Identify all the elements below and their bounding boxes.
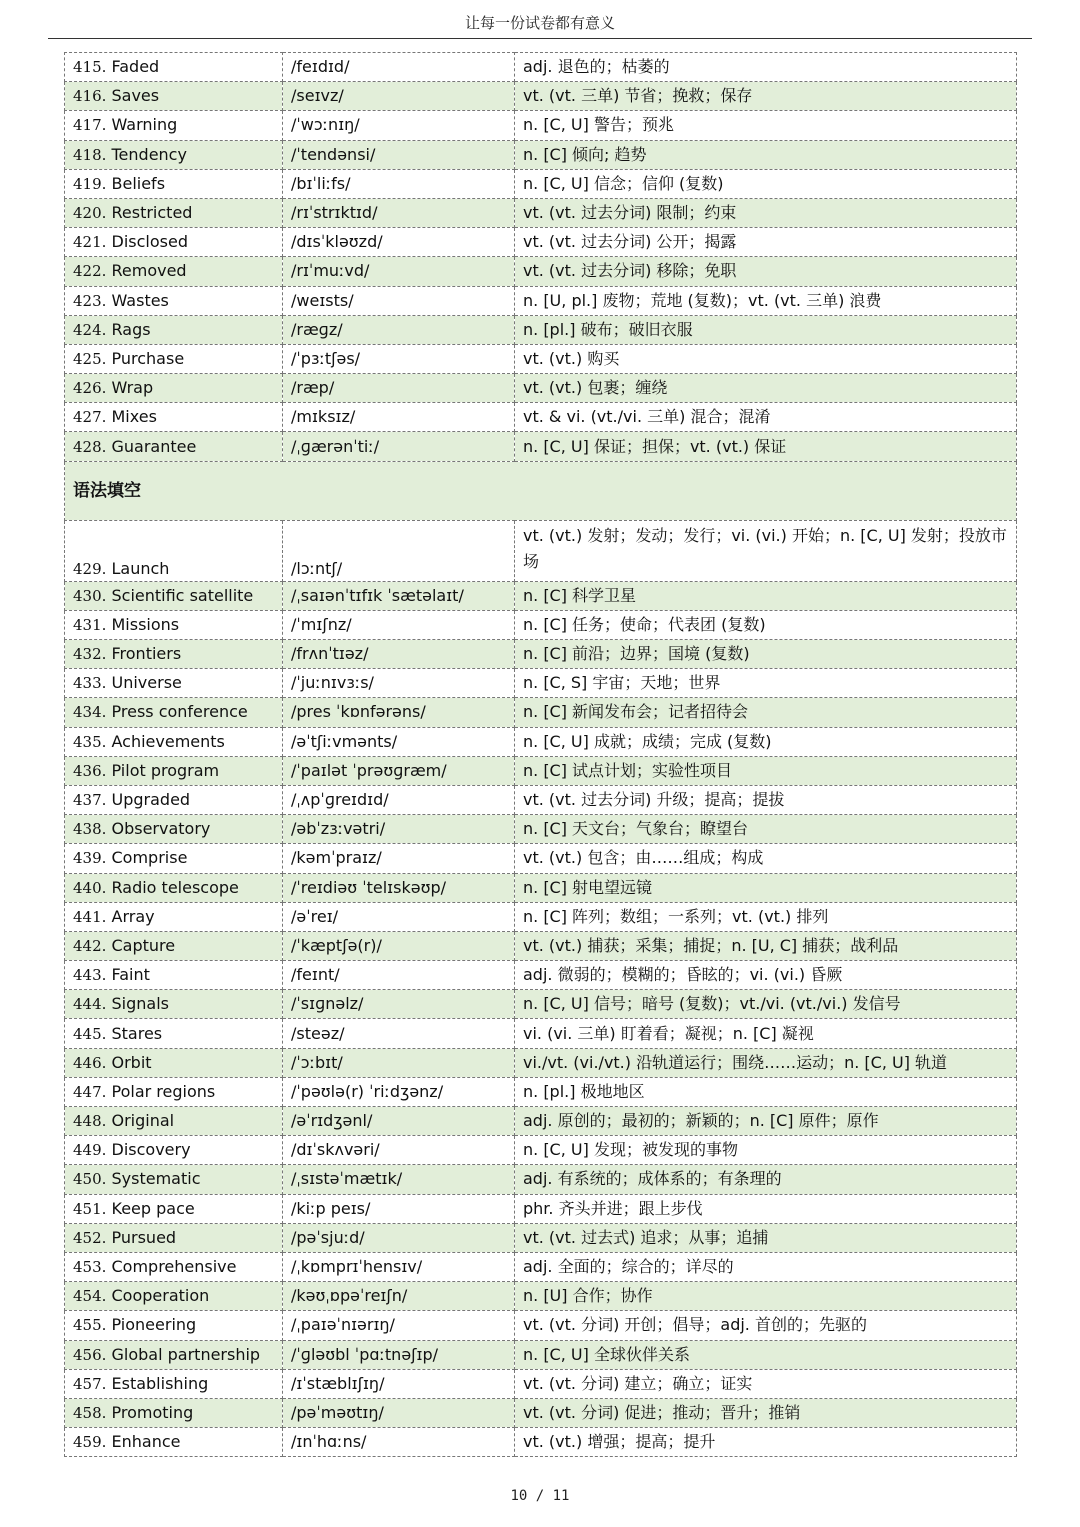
vocab-table: [64, 52, 1017, 1457]
entry-number: 426.: [73, 379, 107, 398]
entry-number: 432.: [73, 645, 107, 664]
entry-number: 457.: [73, 1374, 107, 1393]
word-cell: [65, 1282, 283, 1311]
word-cell: [65, 169, 283, 198]
ipa-cell: /əˈreɪ/: [283, 902, 515, 931]
entry-word: Launch: [111, 558, 170, 578]
ipa-cell: /ɪˈstæblɪʃɪŋ/: [283, 1369, 515, 1398]
word-cell: [65, 756, 283, 785]
definition-cell: n. [C, S] 宇宙；天地；世界: [515, 669, 1017, 698]
vocab-group-b: [65, 581, 1017, 1457]
definition-cell: vi./vt. (vi./vt.) 沿轨道运行；围绕……运动；n. [C, U] 轨道: [515, 1048, 1017, 1077]
ipa-cell: /ˌkɒmprɪˈhensɪv/: [283, 1252, 515, 1281]
word-cell: [65, 315, 283, 344]
entry-number: 442.: [73, 936, 107, 955]
ipa-cell: /ˈɡləʊbl ˈpɑːtnəʃɪp/: [283, 1340, 515, 1369]
table-row: [65, 344, 1017, 373]
word-cell: [65, 961, 283, 990]
definition-cell: n. [C] 阵列；数组；一系列；vt. (vt.) 排列: [515, 902, 1017, 931]
entry-word: Wastes: [111, 290, 169, 310]
definition-cell: n. [C, U] 警告；预兆: [515, 111, 1017, 140]
table-row: [65, 1048, 1017, 1077]
entry-word: Pilot program: [111, 760, 220, 780]
table-row: [65, 990, 1017, 1019]
entry-word: Missions: [111, 614, 180, 634]
entry-word: Global partnership: [111, 1344, 261, 1364]
entry-word: Faded: [111, 57, 160, 77]
table-row: [65, 1369, 1017, 1398]
entry-word: Faint: [111, 965, 150, 985]
entry-number: 455.: [73, 1316, 107, 1335]
word-cell: [65, 1136, 283, 1165]
section-group: [65, 461, 1017, 581]
entry-word: Restricted: [111, 203, 193, 223]
entry-number: 443.: [73, 966, 107, 985]
word-cell: [65, 931, 283, 960]
definition-cell: vt. (vt. 分词) 促进；推动；晋升；推销: [515, 1398, 1017, 1427]
entry-word: Discovery: [111, 1140, 191, 1160]
entry-word: Systematic: [111, 1169, 201, 1189]
ipa-cell: /weɪsts/: [283, 286, 515, 315]
entry-number: 436.: [73, 761, 107, 780]
word-cell: [65, 1311, 283, 1340]
entry-number: 449.: [73, 1141, 107, 1160]
ipa-cell: /ˈmɪʃnz/: [283, 610, 515, 639]
definition-cell: vt. (vt. 分词) 建立；确立；证实: [515, 1369, 1017, 1398]
entry-word: Wrap: [111, 378, 154, 398]
entry-number: 427.: [73, 408, 107, 427]
entry-word: Beliefs: [111, 173, 166, 193]
table-row: [65, 610, 1017, 639]
table-row: [65, 844, 1017, 873]
ipa-cell: /ɪnˈhɑːns/: [283, 1428, 515, 1457]
entry-number: 451.: [73, 1199, 107, 1218]
entry-number: 417.: [73, 116, 107, 135]
ipa-cell: /feɪdɪd/: [283, 53, 515, 82]
section-header-row: [65, 461, 1017, 520]
definition-cell: n. [C] 试点计划；实验性项目: [515, 756, 1017, 785]
table-row: [65, 286, 1017, 315]
definition-cell: vt. (vt.) 发射；发动；发行；vi. (vi.) 开始；n. [C, U] 发射；投放市场: [515, 520, 1017, 581]
word-cell: [65, 344, 283, 373]
definition-cell: n. [C, U] 全球伙伴关系: [515, 1340, 1017, 1369]
entry-word: Observatory: [111, 819, 211, 839]
entry-number: 423.: [73, 291, 107, 310]
table-row: [65, 902, 1017, 931]
table-row: [65, 756, 1017, 785]
word-cell: [65, 1048, 283, 1077]
definition-cell: n. [pl.] 极地地区: [515, 1077, 1017, 1106]
ipa-cell: /ˈwɔːnɪŋ/: [283, 111, 515, 140]
table-row: [65, 1107, 1017, 1136]
word-cell: [65, 1369, 283, 1398]
entry-word: Array: [111, 906, 155, 926]
entry-number: 437.: [73, 791, 107, 810]
entry-word: Pursued: [111, 1227, 177, 1247]
entry-word: Tendency: [111, 144, 187, 164]
ipa-cell: /kəʊˌɒpəˈreɪʃn/: [283, 1282, 515, 1311]
ipa-cell: /ˈkæptʃə(r)/: [283, 931, 515, 960]
definition-cell: adj. 微弱的；模糊的；昏眩的；vi. (vi.) 昏厥: [515, 961, 1017, 990]
entry-number: 429.: [73, 559, 107, 578]
definition-cell: n. [C, U] 保证；担保；vt. (vt.) 保证: [515, 432, 1017, 461]
ipa-cell: /ræɡz/: [283, 315, 515, 344]
table-row: [65, 698, 1017, 727]
word-cell: [65, 727, 283, 756]
table-row: [65, 785, 1017, 814]
ipa-cell: /rɪˈstrɪktɪd/: [283, 198, 515, 227]
ipa-cell: /ˈtendənsi/: [283, 140, 515, 169]
entry-number: 415.: [73, 58, 107, 77]
ipa-cell: /əˈtʃiːvmənts/: [283, 727, 515, 756]
word-cell: [65, 53, 283, 82]
ipa-cell: /ˈsɪɡnəlz/: [283, 990, 515, 1019]
entry-number: 450.: [73, 1170, 107, 1189]
ipa-cell: /pəˈməʊtɪŋ/: [283, 1398, 515, 1427]
table-row: [65, 1223, 1017, 1252]
entry-word: Signals: [111, 994, 169, 1014]
word-cell: [65, 286, 283, 315]
definition-cell: n. [C] 前沿；边界；国境 (复数): [515, 640, 1017, 669]
table-row: [65, 315, 1017, 344]
word-cell: [65, 1252, 283, 1281]
ipa-cell: /ˈpɜːtʃəs/: [283, 344, 515, 373]
entry-number: 421.: [73, 233, 107, 252]
definition-cell: vt. (vt.) 购买: [515, 344, 1017, 373]
entry-number: 418.: [73, 145, 107, 164]
definition-cell: n. [C, U] 信念；信仰 (复数): [515, 169, 1017, 198]
ipa-cell: /kiːp peɪs/: [283, 1194, 515, 1223]
word-cell: [65, 403, 283, 432]
entry-word: Guarantee: [111, 436, 197, 456]
ipa-cell: /kəmˈpraɪz/: [283, 844, 515, 873]
word-cell: [65, 610, 283, 639]
definition-cell: adj. 有系统的；成体系的；有条理的: [515, 1165, 1017, 1194]
table-row: [65, 581, 1017, 610]
word-cell: [65, 698, 283, 727]
entry-number: 441.: [73, 907, 107, 926]
definition-cell: n. [pl.] 破布；破旧衣服: [515, 315, 1017, 344]
word-cell: [65, 82, 283, 111]
entry-word: Warning: [111, 115, 178, 135]
definition-cell: n. [C] 新闻发布会；记者招待会: [515, 698, 1017, 727]
entry-word: Cooperation: [111, 1286, 210, 1306]
section-title: 语法填空: [65, 461, 1017, 520]
word-cell: [65, 815, 283, 844]
table-row: [65, 1165, 1017, 1194]
ipa-cell: /əbˈzɜːvətri/: [283, 815, 515, 844]
entry-word: Polar regions: [111, 1081, 216, 1101]
word-cell: [65, 1398, 283, 1427]
definition-cell: vt. (vt. 三单) 节省；挽救；保存: [515, 82, 1017, 111]
entry-word: Upgraded: [111, 790, 191, 810]
definition-cell: vt. (vt.) 增强；提高；提升: [515, 1428, 1017, 1457]
ipa-cell: /mɪksɪz/: [283, 403, 515, 432]
entry-word: Comprise: [111, 848, 188, 868]
table-row: [65, 1136, 1017, 1165]
ipa-cell: /ˌsaɪənˈtɪfɪk ˈsætəlaɪt/: [283, 581, 515, 610]
entry-number: 425.: [73, 349, 107, 368]
entry-word: Scientific satellite: [111, 585, 254, 605]
entry-number: 452.: [73, 1228, 107, 1247]
word-cell: [65, 1107, 283, 1136]
word-cell: [65, 228, 283, 257]
word-cell: [65, 1077, 283, 1106]
table-row: [65, 169, 1017, 198]
definition-cell: vi. (vi. 三单) 盯着看；凝视；n. [C] 凝视: [515, 1019, 1017, 1048]
ipa-cell: /steəz/: [283, 1019, 515, 1048]
word-cell: [65, 520, 283, 581]
entry-word: Mixes: [111, 407, 157, 427]
definition-cell: n. [C] 科学卫星: [515, 581, 1017, 610]
definition-cell: n. [C, U] 成就；成绩；完成 (复数): [515, 727, 1017, 756]
word-cell: [65, 374, 283, 403]
word-cell: [65, 1019, 283, 1048]
ipa-cell: /ˈjuːnɪvɜːs/: [283, 669, 515, 698]
table-row: [65, 1428, 1017, 1457]
entry-word: Promoting: [111, 1402, 194, 1422]
entry-word: Keep pace: [111, 1198, 195, 1218]
definition-cell: n. [C] 任务；使命；代表团 (复数): [515, 610, 1017, 639]
table-row: [65, 82, 1017, 111]
entry-word: Orbit: [111, 1052, 152, 1072]
entry-number: 416.: [73, 87, 107, 106]
ipa-cell: /ˈpəʊlə(r) ˈriːdʒənz/: [283, 1077, 515, 1106]
table-row: [65, 640, 1017, 669]
table-row: [65, 111, 1017, 140]
entry-word: Stares: [111, 1023, 163, 1043]
ipa-cell: /ˈreɪdiəʊ ˈtelɪskəʊp/: [283, 873, 515, 902]
table-row: [65, 1398, 1017, 1427]
entry-word: Original: [111, 1111, 175, 1131]
definition-cell: vt. (vt. 过去分词) 移除；免职: [515, 257, 1017, 286]
definition-cell: vt. (vt. 分词) 开创；倡导；adj. 首创的；先驱的: [515, 1311, 1017, 1340]
ipa-cell: /feɪnt/: [283, 961, 515, 990]
table-row: [65, 140, 1017, 169]
ipa-cell: /rɪˈmuːvd/: [283, 257, 515, 286]
word-cell: [65, 257, 283, 286]
entry-word: Saves: [111, 86, 160, 106]
entry-word: Removed: [111, 261, 187, 281]
entry-word: Establishing: [111, 1373, 209, 1393]
entry-number: 428.: [73, 437, 107, 456]
table-row: [65, 1194, 1017, 1223]
ipa-cell: /ˌpaɪəˈnɪərɪŋ/: [283, 1311, 515, 1340]
word-cell: [65, 990, 283, 1019]
definition-cell: vt. (vt. 过去分词) 限制；约束: [515, 198, 1017, 227]
definition-cell: vt. (vt.) 捕获；采集；捕捉；n. [U, C] 捕获；战利品: [515, 931, 1017, 960]
table-row: [65, 1311, 1017, 1340]
entry-word: Capture: [111, 935, 176, 955]
table-row: [65, 198, 1017, 227]
ipa-cell: /ˈɔːbɪt/: [283, 1048, 515, 1077]
entry-number: 430.: [73, 586, 107, 605]
word-cell: [65, 1428, 283, 1457]
entry-number: 454.: [73, 1287, 107, 1306]
table-row: [65, 257, 1017, 286]
entry-word: Radio telescope: [111, 877, 239, 897]
entry-number: 456.: [73, 1345, 107, 1364]
table-row: [65, 1340, 1017, 1369]
entry-word: Press conference: [111, 702, 248, 722]
entry-number: 419.: [73, 174, 107, 193]
definition-cell: vt. (vt.) 包含；由……组成；构成: [515, 844, 1017, 873]
word-cell: [65, 902, 283, 931]
definition-cell: vt. & vi. (vt./vi. 三单) 混合；混淆: [515, 403, 1017, 432]
definition-cell: n. [C, U] 发现；被发现的事物: [515, 1136, 1017, 1165]
vocab-group-a: [65, 53, 1017, 462]
entry-number: 434.: [73, 703, 107, 722]
entry-number: 448.: [73, 1112, 107, 1131]
word-cell: [65, 1340, 283, 1369]
entry-number: 440.: [73, 878, 107, 897]
ipa-cell: /əˈrɪdʒənl/: [283, 1107, 515, 1136]
word-cell: [65, 1194, 283, 1223]
table-row: [65, 669, 1017, 698]
ipa-cell: /ˌsɪstəˈmætɪk/: [283, 1165, 515, 1194]
entry-number: 420.: [73, 204, 107, 223]
ipa-cell: /seɪvz/: [283, 82, 515, 111]
entry-number: 438.: [73, 820, 107, 839]
definition-cell: n. [U] 合作；协作: [515, 1282, 1017, 1311]
entry-number: 444.: [73, 995, 107, 1014]
entry-number: 422.: [73, 262, 107, 281]
word-cell: [65, 198, 283, 227]
entry-word: Comprehensive: [111, 1257, 237, 1277]
entry-number: 453.: [73, 1258, 107, 1277]
table-row: [65, 727, 1017, 756]
entry-word: Purchase: [111, 348, 185, 368]
definition-cell: adj. 全面的；综合的；详尽的: [515, 1252, 1017, 1281]
ipa-cell: /ˌʌpˈɡreɪdɪd/: [283, 785, 515, 814]
entry-number: 433.: [73, 674, 107, 693]
definition-cell: n. [C, U] 信号；暗号 (复数)；vt./vi. (vt./vi.) 发信号: [515, 990, 1017, 1019]
definition-cell: vt. (vt. 过去分词) 公开；揭露: [515, 228, 1017, 257]
ipa-cell: /ræp/: [283, 374, 515, 403]
entry-number: 459.: [73, 1433, 107, 1452]
page-header: 让每一份试卷都有意义: [48, 12, 1032, 39]
table-row: [65, 520, 1017, 581]
word-cell: [65, 432, 283, 461]
definition-cell: n. [C] 倾向; 趋势: [515, 140, 1017, 169]
word-cell: [65, 581, 283, 610]
table-row: [65, 1282, 1017, 1311]
table-row: [65, 815, 1017, 844]
word-cell: [65, 785, 283, 814]
table-row: [65, 1019, 1017, 1048]
ipa-cell: /frʌnˈtɪəz/: [283, 640, 515, 669]
ipa-cell: /bɪˈliːfs/: [283, 169, 515, 198]
definition-cell: adj. 原创的；最初的；新颖的；n. [C] 原件；原作: [515, 1107, 1017, 1136]
word-cell: [65, 140, 283, 169]
word-cell: [65, 1165, 283, 1194]
ipa-cell: /ˈpaɪlət ˈprəʊɡræm/: [283, 756, 515, 785]
table-row: [65, 432, 1017, 461]
table-row: [65, 873, 1017, 902]
entry-number: 435.: [73, 732, 107, 751]
entry-number: 447.: [73, 1082, 107, 1101]
definition-cell: n. [U, pl.] 废物；荒地 (复数)；vt. (vt. 三单) 浪费: [515, 286, 1017, 315]
entry-word: Rags: [111, 319, 151, 339]
entry-word: Universe: [111, 673, 182, 693]
ipa-cell: /dɪˈskʌvəri/: [283, 1136, 515, 1165]
ipa-cell: /pres ˈkɒnfərəns/: [283, 698, 515, 727]
entry-word: Enhance: [111, 1432, 181, 1452]
entry-word: Disclosed: [111, 232, 188, 252]
table-row: [65, 1077, 1017, 1106]
entry-number: 446.: [73, 1053, 107, 1072]
entry-number: 439.: [73, 849, 107, 868]
word-cell: [65, 844, 283, 873]
table-row: [65, 931, 1017, 960]
word-cell: [65, 640, 283, 669]
table-row: [65, 228, 1017, 257]
entry-number: 424.: [73, 320, 107, 339]
word-cell: [65, 669, 283, 698]
ipa-cell: /dɪsˈkləʊzd/: [283, 228, 515, 257]
entry-number: 431.: [73, 615, 107, 634]
page-number: 10 / 11: [510, 1488, 570, 1504]
definition-cell: adj. 退色的；枯萎的: [515, 53, 1017, 82]
ipa-cell: /pəˈsjuːd/: [283, 1223, 515, 1252]
definition-cell: vt. (vt.) 包裹；缠绕: [515, 374, 1017, 403]
definition-cell: n. [C] 射电望远镜: [515, 873, 1017, 902]
table-row: [65, 961, 1017, 990]
definition-cell: vt. (vt. 过去式) 追求；从事；追捕: [515, 1223, 1017, 1252]
word-cell: [65, 873, 283, 902]
table-row: [65, 374, 1017, 403]
table-row: [65, 53, 1017, 82]
definition-cell: vt. (vt. 过去分词) 升级；提高；提拔: [515, 785, 1017, 814]
entry-number: 445.: [73, 1024, 107, 1043]
definition-cell: n. [C] 天文台；气象台；瞭望台: [515, 815, 1017, 844]
entry-number: 458.: [73, 1403, 107, 1422]
word-cell: [65, 1223, 283, 1252]
table-row: [65, 403, 1017, 432]
entry-word: Pioneering: [111, 1315, 197, 1335]
entry-word: Achievements: [111, 731, 225, 751]
definition-cell: phr. 齐头并进；跟上步伐: [515, 1194, 1017, 1223]
ipa-cell: /ˌɡærənˈtiː/: [283, 432, 515, 461]
entry-word: Frontiers: [111, 644, 182, 664]
ipa-cell: /lɔːntʃ/: [283, 520, 515, 581]
word-cell: [65, 111, 283, 140]
table-row: [65, 1252, 1017, 1281]
